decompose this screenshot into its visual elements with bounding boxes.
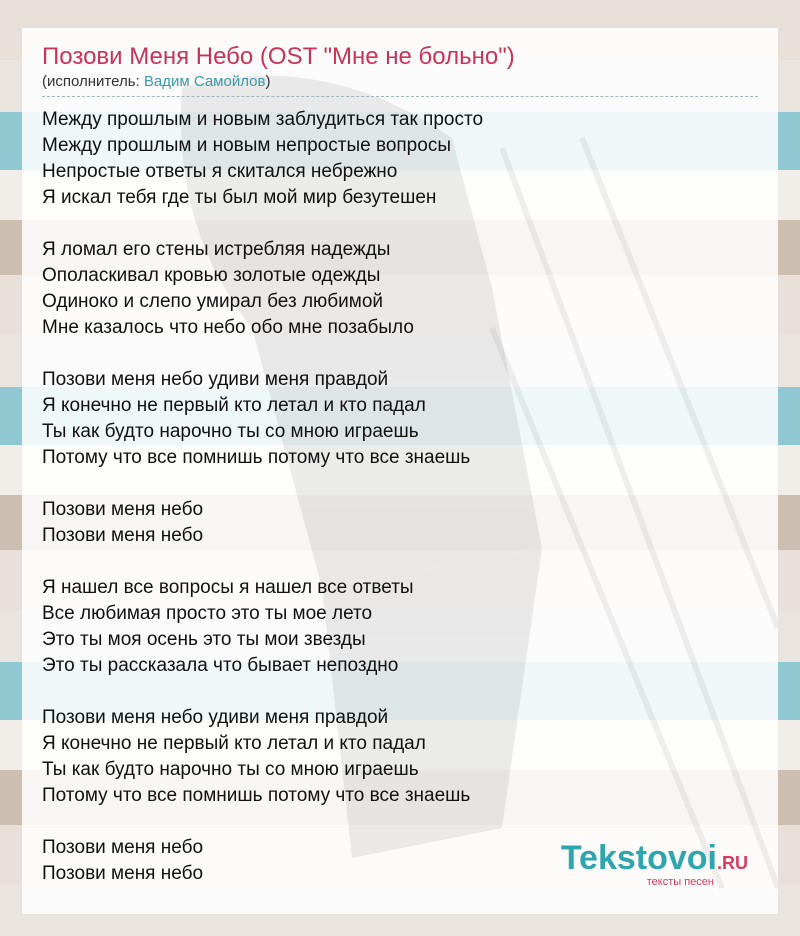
lyric-line: Потому что все помнишь потому что все знаешь [42,447,471,468]
lyric-line: Я искал тебя где ты был мой мир безутешен [42,187,437,208]
content [42,42,758,913]
artist-suffix: ) [265,73,271,90]
lyric-line: Одиноко и слепо умирал без любимой [42,291,384,312]
artist-byline [42,72,758,97]
stanza [42,497,758,549]
stanza [42,107,758,211]
lyric-line: Это ты рассказала что бывает непоздно [42,655,399,676]
logo-wordmark [561,841,748,880]
lyric-line: Позови меня небо [42,837,204,858]
lyric-line: Позови меня небо удиви меня правдой [42,707,389,728]
logo-tld: .RU [717,853,748,873]
lyric-line: Позови меня небо [42,863,204,884]
lyric-line: Я нашел все вопросы я нашел все ответы [42,577,414,598]
stanza [42,575,758,679]
lyric-line: Ты как будто нарочно ты со мною играешь [42,759,419,780]
lyric-line: Между прошлым и новым непростые вопросы [42,135,451,156]
lyrics [42,107,758,887]
lyric-line: Я конечно не первый кто летал и кто падал [42,395,426,416]
stanza [42,237,758,341]
song-title: Позови Меня Небо (OST "Мне не больно") [42,43,515,70]
lyric-line: Позови меня небо [42,525,204,546]
lyric-line: Между прошлым и новым заблудиться так просто [42,109,484,130]
logo-name: Tekstovoi [560,839,717,877]
lyric-line: Я конечно не первый кто летал и кто падал [42,733,426,754]
lyric-line: Мне казалось что небо обо мне позабыло [42,317,414,338]
lyric-line: Позови меня небо удиви меня правдой [42,369,389,390]
lyrics-card [22,28,778,914]
lyric-line: Я ломал его стены истребляя надежды [42,239,391,260]
lyric-line: Позови меня небо [42,499,204,520]
lyric-line: Непростые ответы я скитался небрежно [42,161,398,182]
lyric-line: Ты как будто нарочно ты со мною играешь [42,421,419,442]
lyric-line: Это ты моя осень это ты мои звезды [42,629,366,650]
stanza [42,367,758,471]
stanza [42,705,758,809]
lyric-line: Ополаскивал кровью золотые одежды [42,265,381,286]
site-logo[interactable] [561,841,748,888]
lyric-line: Все любимая просто это ты мое лето [42,603,373,624]
lyric-line: Потому что все помнишь потому что все знаешь [42,785,471,806]
logo-tagline: тексты песен [646,876,714,888]
artist-prefix: (исполнитель: [42,73,144,90]
artist-link[interactable]: Вадим Самойлов [143,73,266,90]
